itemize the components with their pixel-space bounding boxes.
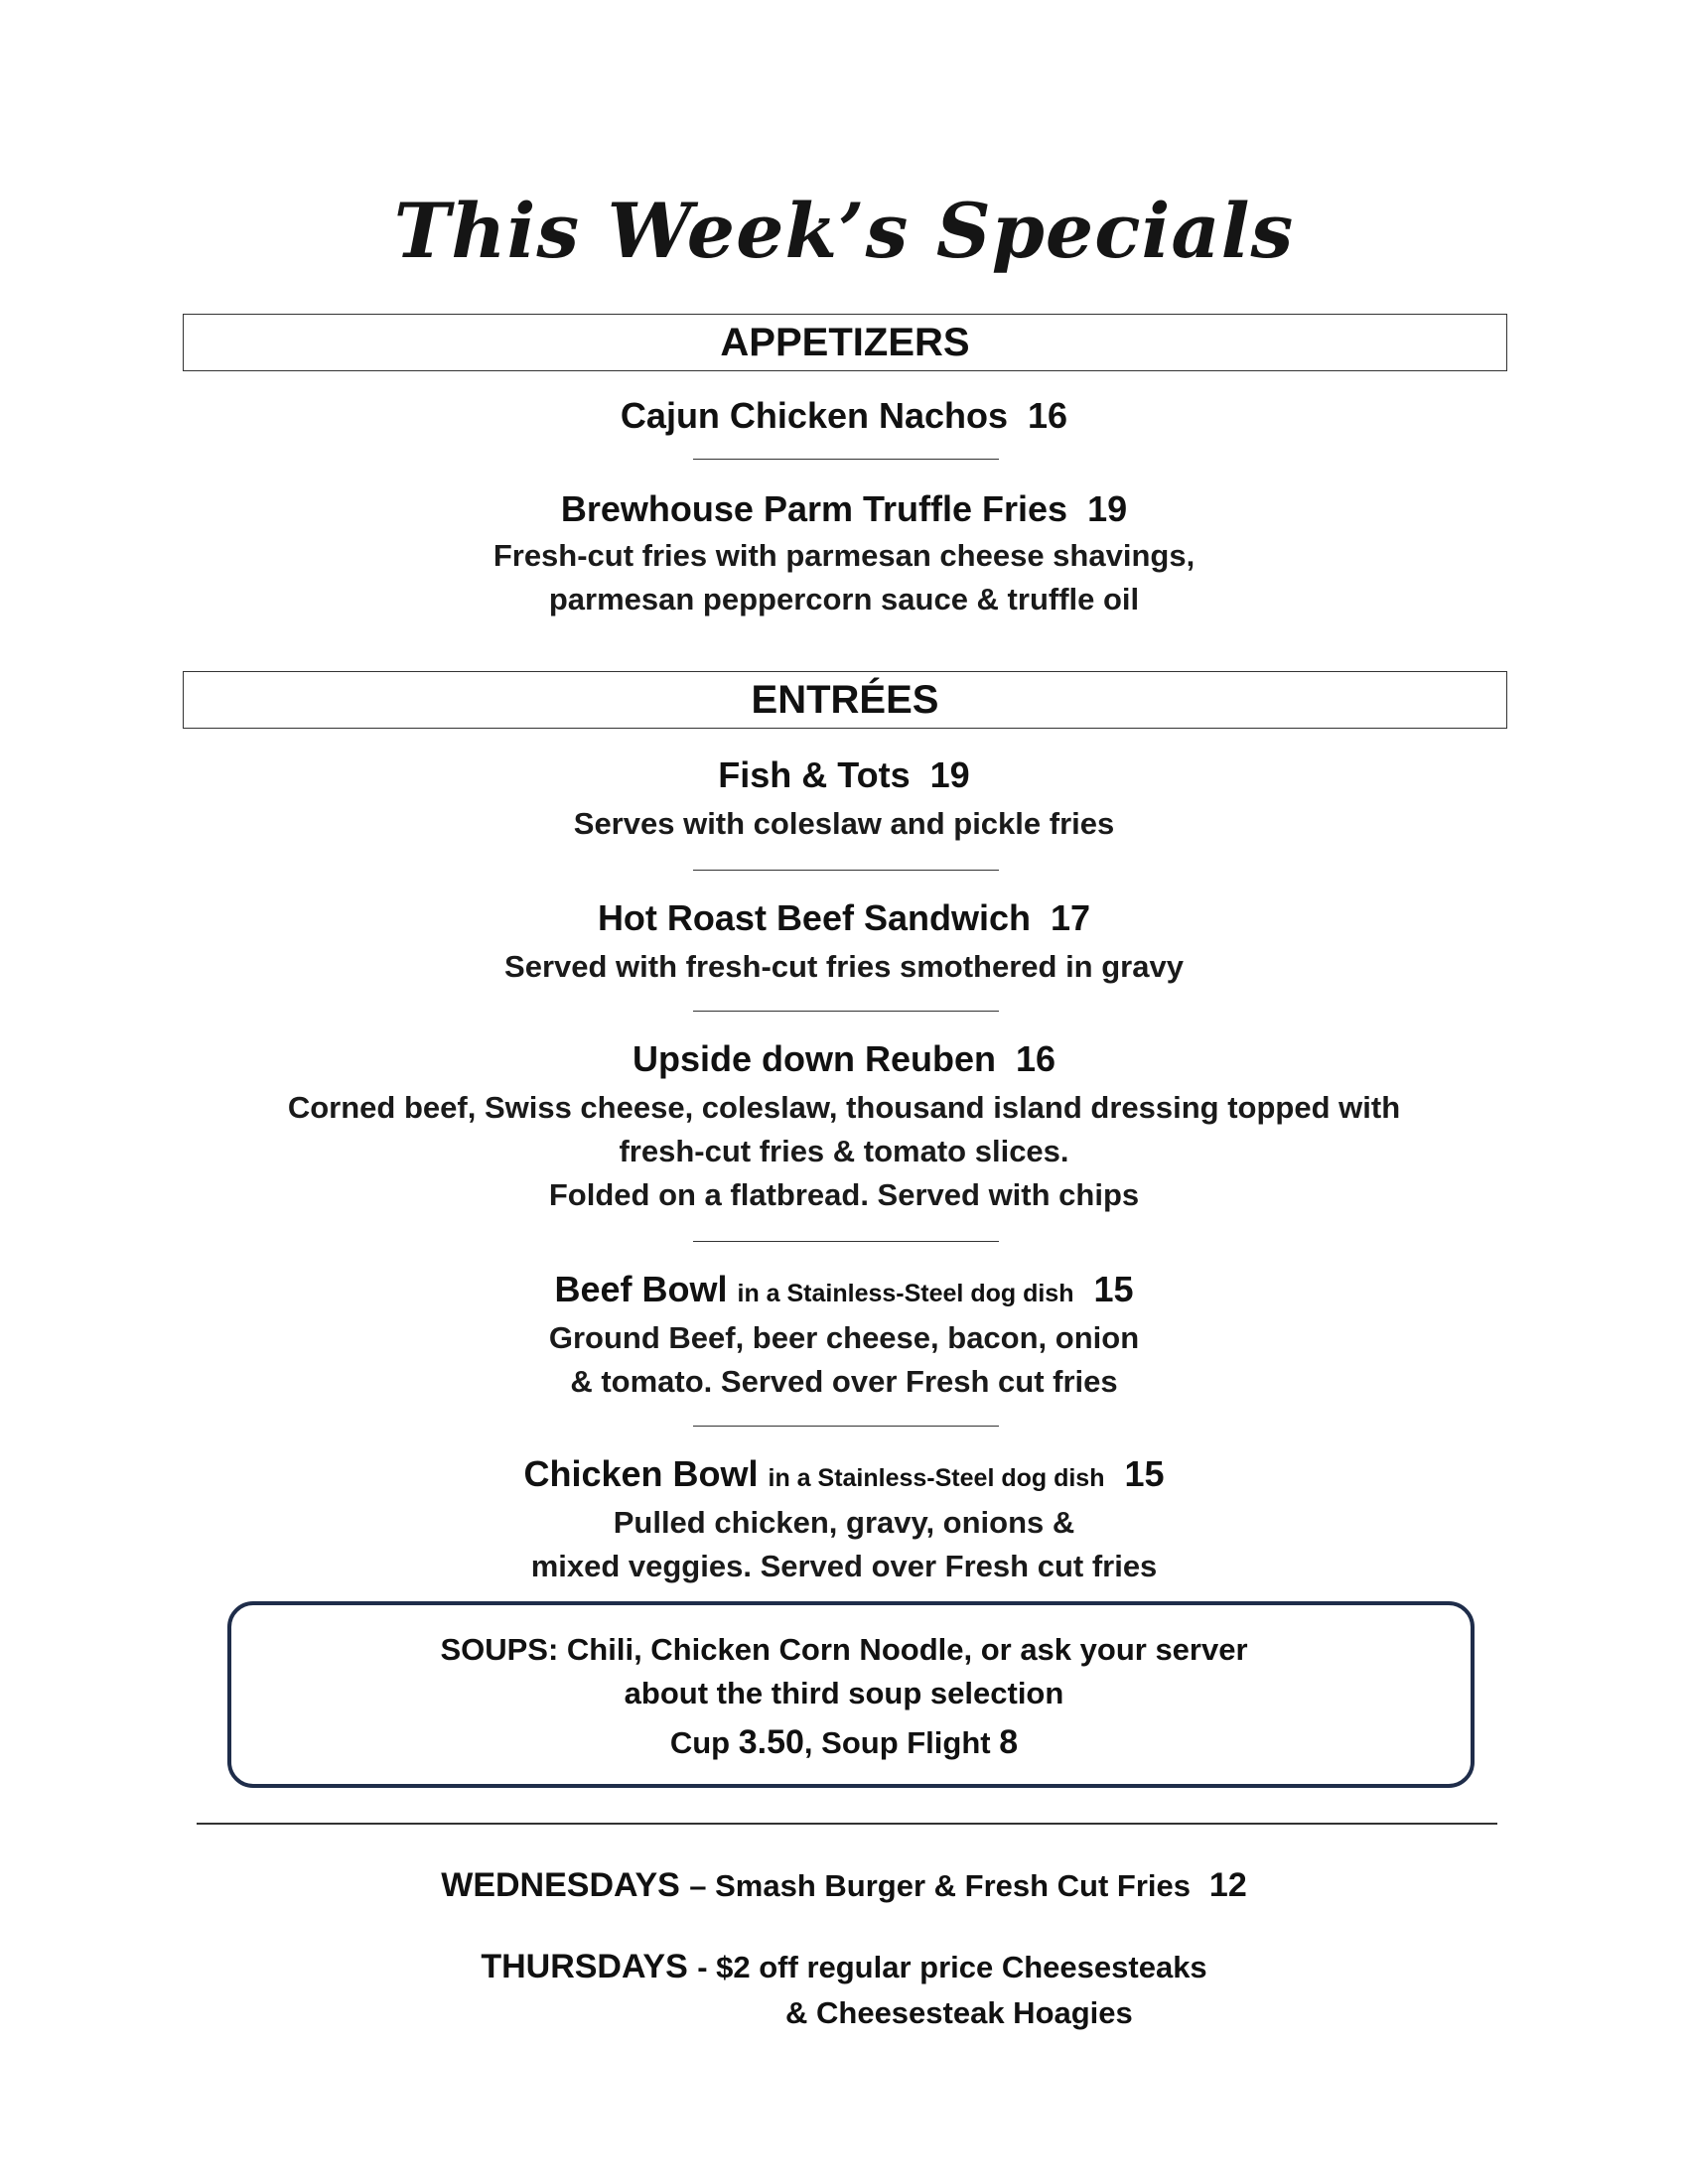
item-price: 15 <box>1124 1453 1165 1494</box>
item-price: 16 <box>1028 395 1068 436</box>
menu-item-chicken-bowl <box>0 1453 1688 1495</box>
soups-line: about the third soup selection <box>624 1676 1064 1710</box>
day-label: WEDNESDAYS <box>441 1866 680 1904</box>
item-name: Hot Roast Beef Sandwich <box>597 897 1031 938</box>
flight-price: 8 <box>999 1723 1019 1761</box>
item-name: Brewhouse Parm Truffle Fries <box>560 488 1068 529</box>
item-price: 19 <box>1087 488 1128 529</box>
menu-item-hot-roast-beef <box>0 897 1688 939</box>
menu-item-truffle-fries <box>0 488 1688 530</box>
item-description: & tomato. Served over Fresh cut fries <box>570 1364 1118 1399</box>
menu-item-beef-bowl <box>0 1269 1688 1310</box>
appetizers-header: APPETIZERS <box>183 314 1507 371</box>
item-price: 17 <box>1051 897 1091 938</box>
item-price: 19 <box>929 754 970 795</box>
special-text: – Smash Burger & Fresh Cut Fries <box>689 1868 1192 1903</box>
item-price: 16 <box>1015 1038 1056 1079</box>
item-description: mixed veggies. Served over Fresh cut fries <box>530 1549 1158 1583</box>
item-divider <box>693 1011 999 1012</box>
item-description: Serves with coleslaw and pickle fries <box>573 806 1115 841</box>
item-name: Cajun Chicken Nachos <box>620 395 1009 436</box>
item-divider <box>693 1241 999 1242</box>
item-description: Folded on a flatbread. Served with chips <box>548 1177 1140 1212</box>
menu-item-fish-and-tots <box>0 754 1688 796</box>
day-label: THURSDAYS <box>481 1948 688 1985</box>
item-description: fresh-cut fries & tomato slices. <box>619 1134 1069 1168</box>
flight-label: , Soup Flight <box>803 1725 991 1760</box>
page-title: This Week’s Specials <box>393 187 1295 275</box>
item-price: 15 <box>1093 1269 1134 1309</box>
special-text-continued: & Cheesesteak Hoagies <box>785 1995 1133 2030</box>
item-description: Ground Beef, beer cheese, bacon, onion <box>548 1320 1140 1355</box>
thursday-special <box>0 1948 1688 1986</box>
menu-item-cajun-chicken-nachos <box>0 395 1688 437</box>
item-name: Fish & Tots <box>718 754 911 795</box>
item-name: Chicken Bowl <box>523 1453 759 1494</box>
item-description: Corned beef, Swiss cheese, coleslaw, thousand island dressing topped with <box>287 1090 1401 1125</box>
soups-prices <box>0 1723 1688 1762</box>
item-note: in a Stainless-Steel dog dish <box>768 1464 1105 1492</box>
item-divider <box>693 1426 999 1427</box>
section-divider <box>197 1823 1497 1825</box>
cup-price: 3.50 <box>738 1723 804 1761</box>
item-divider <box>693 459 999 460</box>
item-description: parmesan peppercorn sauce & truffle oil <box>548 582 1140 616</box>
item-divider <box>693 870 999 871</box>
menu-item-upside-down-reuben <box>0 1038 1688 1080</box>
special-price: 12 <box>1208 1866 1247 1904</box>
entrees-header: ENTRÉES <box>183 671 1507 729</box>
soups-line: SOUPS: Chili, Chicken Corn Noodle, or ask your server <box>440 1632 1248 1667</box>
item-description: Fresh-cut fries with parmesan cheese shavings, <box>492 538 1196 573</box>
wednesday-special <box>0 1866 1688 1905</box>
special-text: - $2 off regular price Cheesesteaks <box>697 1950 1207 1984</box>
item-name: Upside down Reuben <box>632 1038 996 1079</box>
item-description: Served with fresh-cut fries smothered in gravy <box>504 949 1184 984</box>
item-note: in a Stainless-Steel dog dish <box>737 1280 1074 1307</box>
item-name: Beef Bowl <box>554 1269 728 1309</box>
cup-label: Cup <box>669 1725 731 1760</box>
item-description: Pulled chicken, gravy, onions & <box>613 1505 1075 1540</box>
